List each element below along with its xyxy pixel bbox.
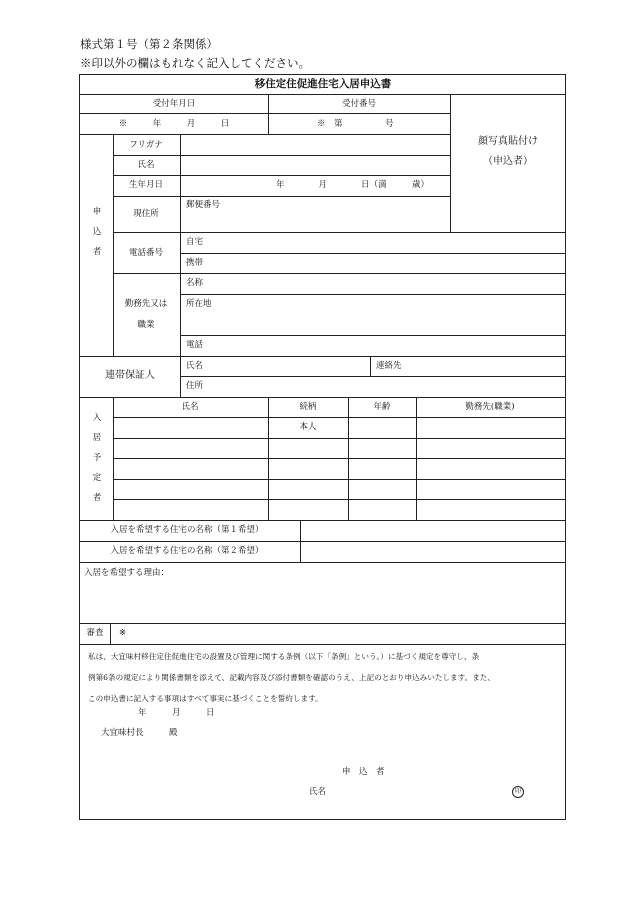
guarantor-address-label: 住所 [186, 381, 204, 391]
work-sublabel: 職業 [137, 320, 155, 330]
reason-label: 入居を希望する理由： [84, 568, 170, 578]
birthdate-field[interactable]: 年 月 日（満 歳） [276, 180, 430, 190]
guarantor-label: 連帯保証人 [105, 370, 155, 381]
review-label: 審査 [86, 628, 104, 638]
reception-date-label: 受付年月日 [152, 99, 196, 109]
declaration-date: 年 月 日 [138, 708, 215, 718]
address-label: 現住所 [133, 209, 159, 219]
applicant-signature-label: 申 込 者 [342, 767, 385, 777]
instruction-text: ※印以外の欄はもれなく記入してください。 [80, 56, 310, 70]
photo-sublabel: （申込者） [483, 156, 533, 167]
postal-code-label: 郵便番号 [186, 200, 221, 210]
guarantor-name-label: 氏名 [186, 361, 204, 371]
furigana-label: フリガナ [129, 140, 163, 150]
reception-date-field[interactable]: ※ 年 月 日 [118, 119, 230, 129]
work-label: 勤務先又は [124, 299, 168, 309]
residents-col-age: 年齢 [373, 402, 391, 412]
declaration-line: 例第6条の規定により関係書類を添えて、記載内容及び添付書類を確認のうえ、上記のとおり申込みいたします。また、 [88, 673, 495, 682]
declaration-line: この申込書に記入する事項はすべて事実に基づくことを誓約します。 [88, 694, 323, 703]
reception-number-field[interactable]: ※ 第 号 [317, 119, 394, 129]
housing-choice-1-label: 入居を希望する住宅の名称（第１希望） [110, 525, 264, 535]
work-phone-label: 電話 [186, 340, 204, 350]
review-mark: ※ [119, 628, 127, 638]
phone-label: 電話番号 [128, 248, 164, 258]
application-form [79, 74, 566, 820]
housing-choice-2-label: 入居を希望する住宅の名称（第２希望） [110, 546, 264, 556]
photo-label: 顔写真貼付け [478, 136, 538, 147]
form-number: 様式第１号（第２条関係） [80, 37, 218, 51]
work-address-label: 所在地 [186, 299, 212, 309]
mobile-phone-label: 携帯 [186, 258, 204, 268]
signature-name-label: 氏名 [309, 787, 327, 797]
residents-col-name: 氏名 [181, 402, 199, 412]
home-phone-label: 自宅 [186, 237, 204, 247]
form-title: 移住定住促進住宅入居申込書 [254, 78, 392, 90]
addressee: 大宜味村長 殿 [101, 728, 178, 738]
residents-col-relation: 続柄 [299, 402, 317, 412]
relation-self: 本人 [299, 422, 317, 432]
name-label: 氏名 [137, 160, 155, 170]
applicant-section-label: 申 込 者 [92, 207, 102, 257]
reception-number-label: 受付番号 [341, 99, 377, 109]
residents-section-label: 入 居 予 定 者 [92, 413, 102, 503]
work-name-label: 名称 [186, 278, 204, 288]
residents-col-workplace: 勤務先(職業) [465, 402, 515, 412]
guarantor-contact-label: 連絡先 [376, 361, 402, 371]
declaration-line: 私は、大宜味村移住定住促進住宅の設置及び管理に関する条例（以下「条例」という。）に基づく規定を尊守し、条 [88, 652, 480, 661]
birthdate-label: 生年月日 [128, 180, 164, 190]
seal-icon: 印 [512, 786, 524, 798]
